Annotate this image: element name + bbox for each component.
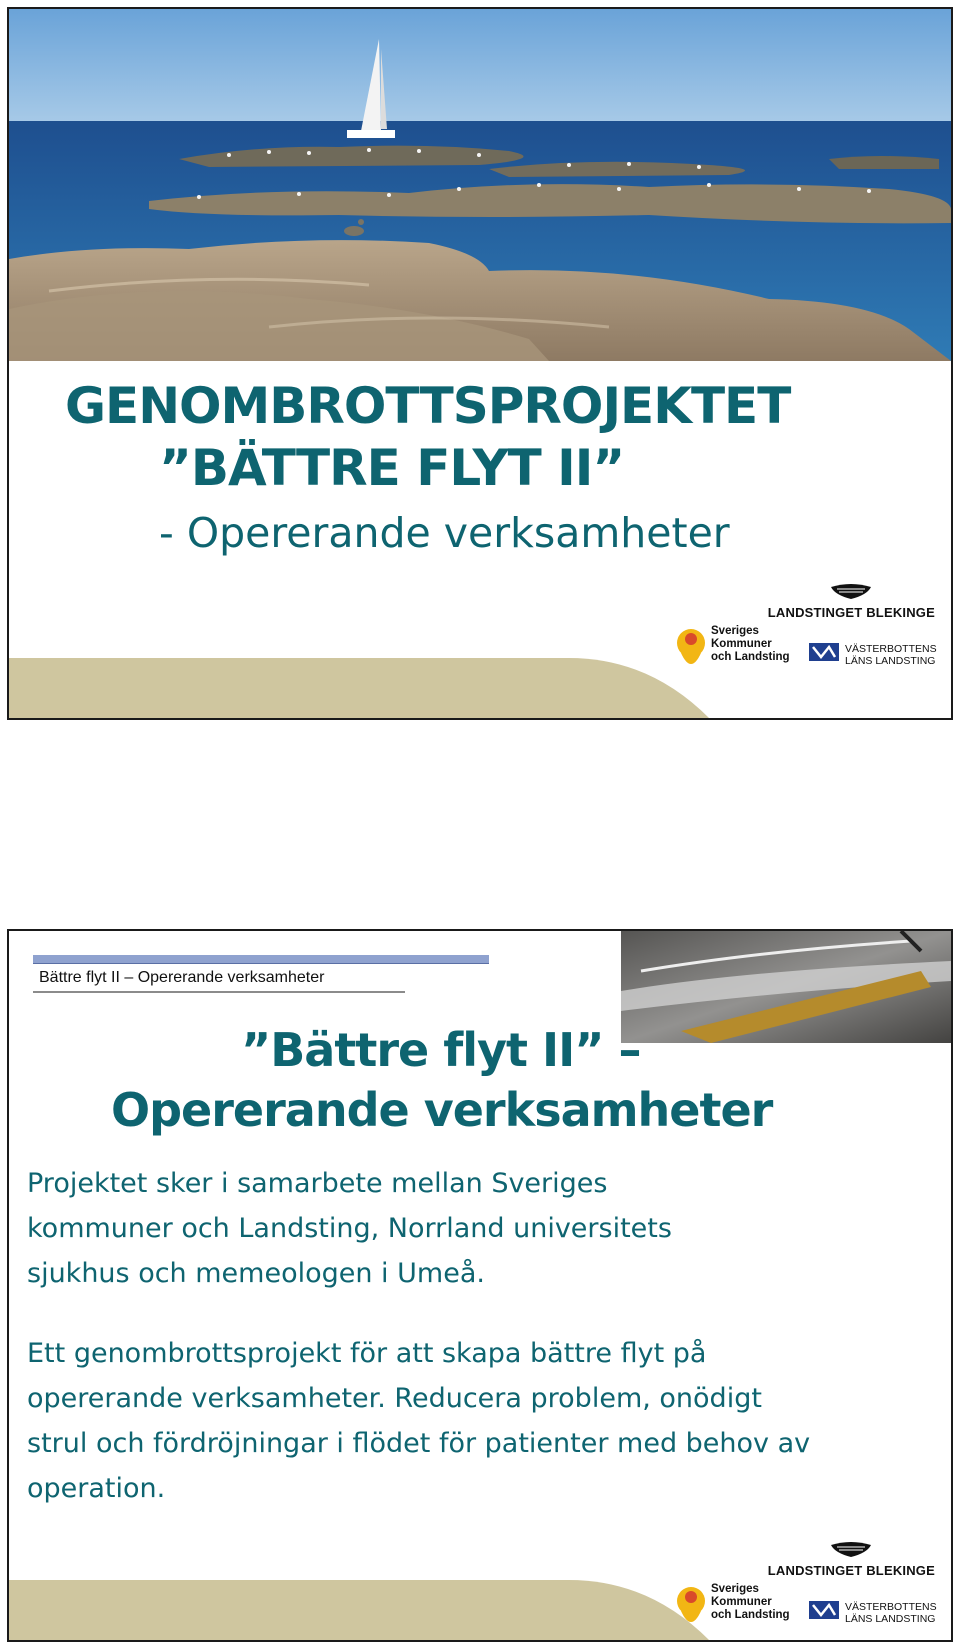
skl-line3: och Landsting xyxy=(711,1609,790,1621)
header-bar xyxy=(33,955,489,964)
vasterbottens-logo xyxy=(809,1599,943,1629)
header-label: Bättre flyt II – Opererande verksamheter xyxy=(39,969,325,986)
blekinge-text: LANDSTINGET BLEKINGE xyxy=(767,605,935,620)
slide1-subtitle: - Opererande verksamheter xyxy=(159,509,730,557)
project-goal: Ett genombrottsprojekt för att skapa bättre flyt på opererande verksamheter. Reducera problem, onödigt strul och fördröjningar i flödet för patienter med behov av operation. xyxy=(27,1338,811,1504)
slide-title xyxy=(7,7,953,720)
vll-line2: LÄNS LANDSTING xyxy=(845,1613,936,1625)
skl-logo xyxy=(673,1581,803,1637)
skl-emblem-icon xyxy=(673,623,709,675)
skl-line1: Sveriges xyxy=(711,625,759,637)
slide2-title-line1: ”Bättre flyt II” – xyxy=(241,1023,641,1077)
skl-line1: Sveriges xyxy=(711,1583,759,1595)
vll-line2: LÄNS LANDSTING xyxy=(845,655,936,667)
vll-line1: VÄSTERBOTTENS xyxy=(845,643,937,655)
skl-emblem-icon xyxy=(673,1581,709,1633)
slide2-title-line2: Opererande verksamheter xyxy=(111,1083,773,1137)
vasterbottens-logo xyxy=(809,641,943,671)
slide-intro xyxy=(7,929,953,1642)
ship-icon xyxy=(829,583,873,601)
slide1-title-line1: GENOMBROTTSPROJEKTET xyxy=(65,377,791,435)
skl-line2: Kommuner xyxy=(711,1596,772,1608)
ship-icon xyxy=(829,1541,873,1559)
vll-emblem-icon xyxy=(809,641,839,663)
coastal-photo xyxy=(9,9,951,361)
project-description: Projektet sker i samarbete mellan Sveriges kommuner och Landsting, Norrland universitets sjukhus och memeologen i Umeå. xyxy=(27,1168,672,1289)
vll-emblem-icon xyxy=(809,1599,839,1621)
landstinget-blekinge-logo xyxy=(768,1541,935,1578)
blekinge-text: LANDSTINGET BLEKINGE xyxy=(767,1563,935,1578)
vll-line1: VÄSTERBOTTENS xyxy=(845,1601,937,1613)
surgical-instruments-photo xyxy=(621,931,951,1043)
slide1-title-line2: ”BÄTTRE FLYT II” xyxy=(159,439,625,497)
header-underline xyxy=(33,991,405,993)
partner-logos xyxy=(673,1541,943,1641)
skl-line2: Kommuner xyxy=(711,638,772,650)
landstinget-blekinge-logo xyxy=(768,583,935,620)
skl-logo xyxy=(673,623,803,679)
partner-logos xyxy=(673,583,943,683)
skl-line3: och Landsting xyxy=(711,651,790,663)
